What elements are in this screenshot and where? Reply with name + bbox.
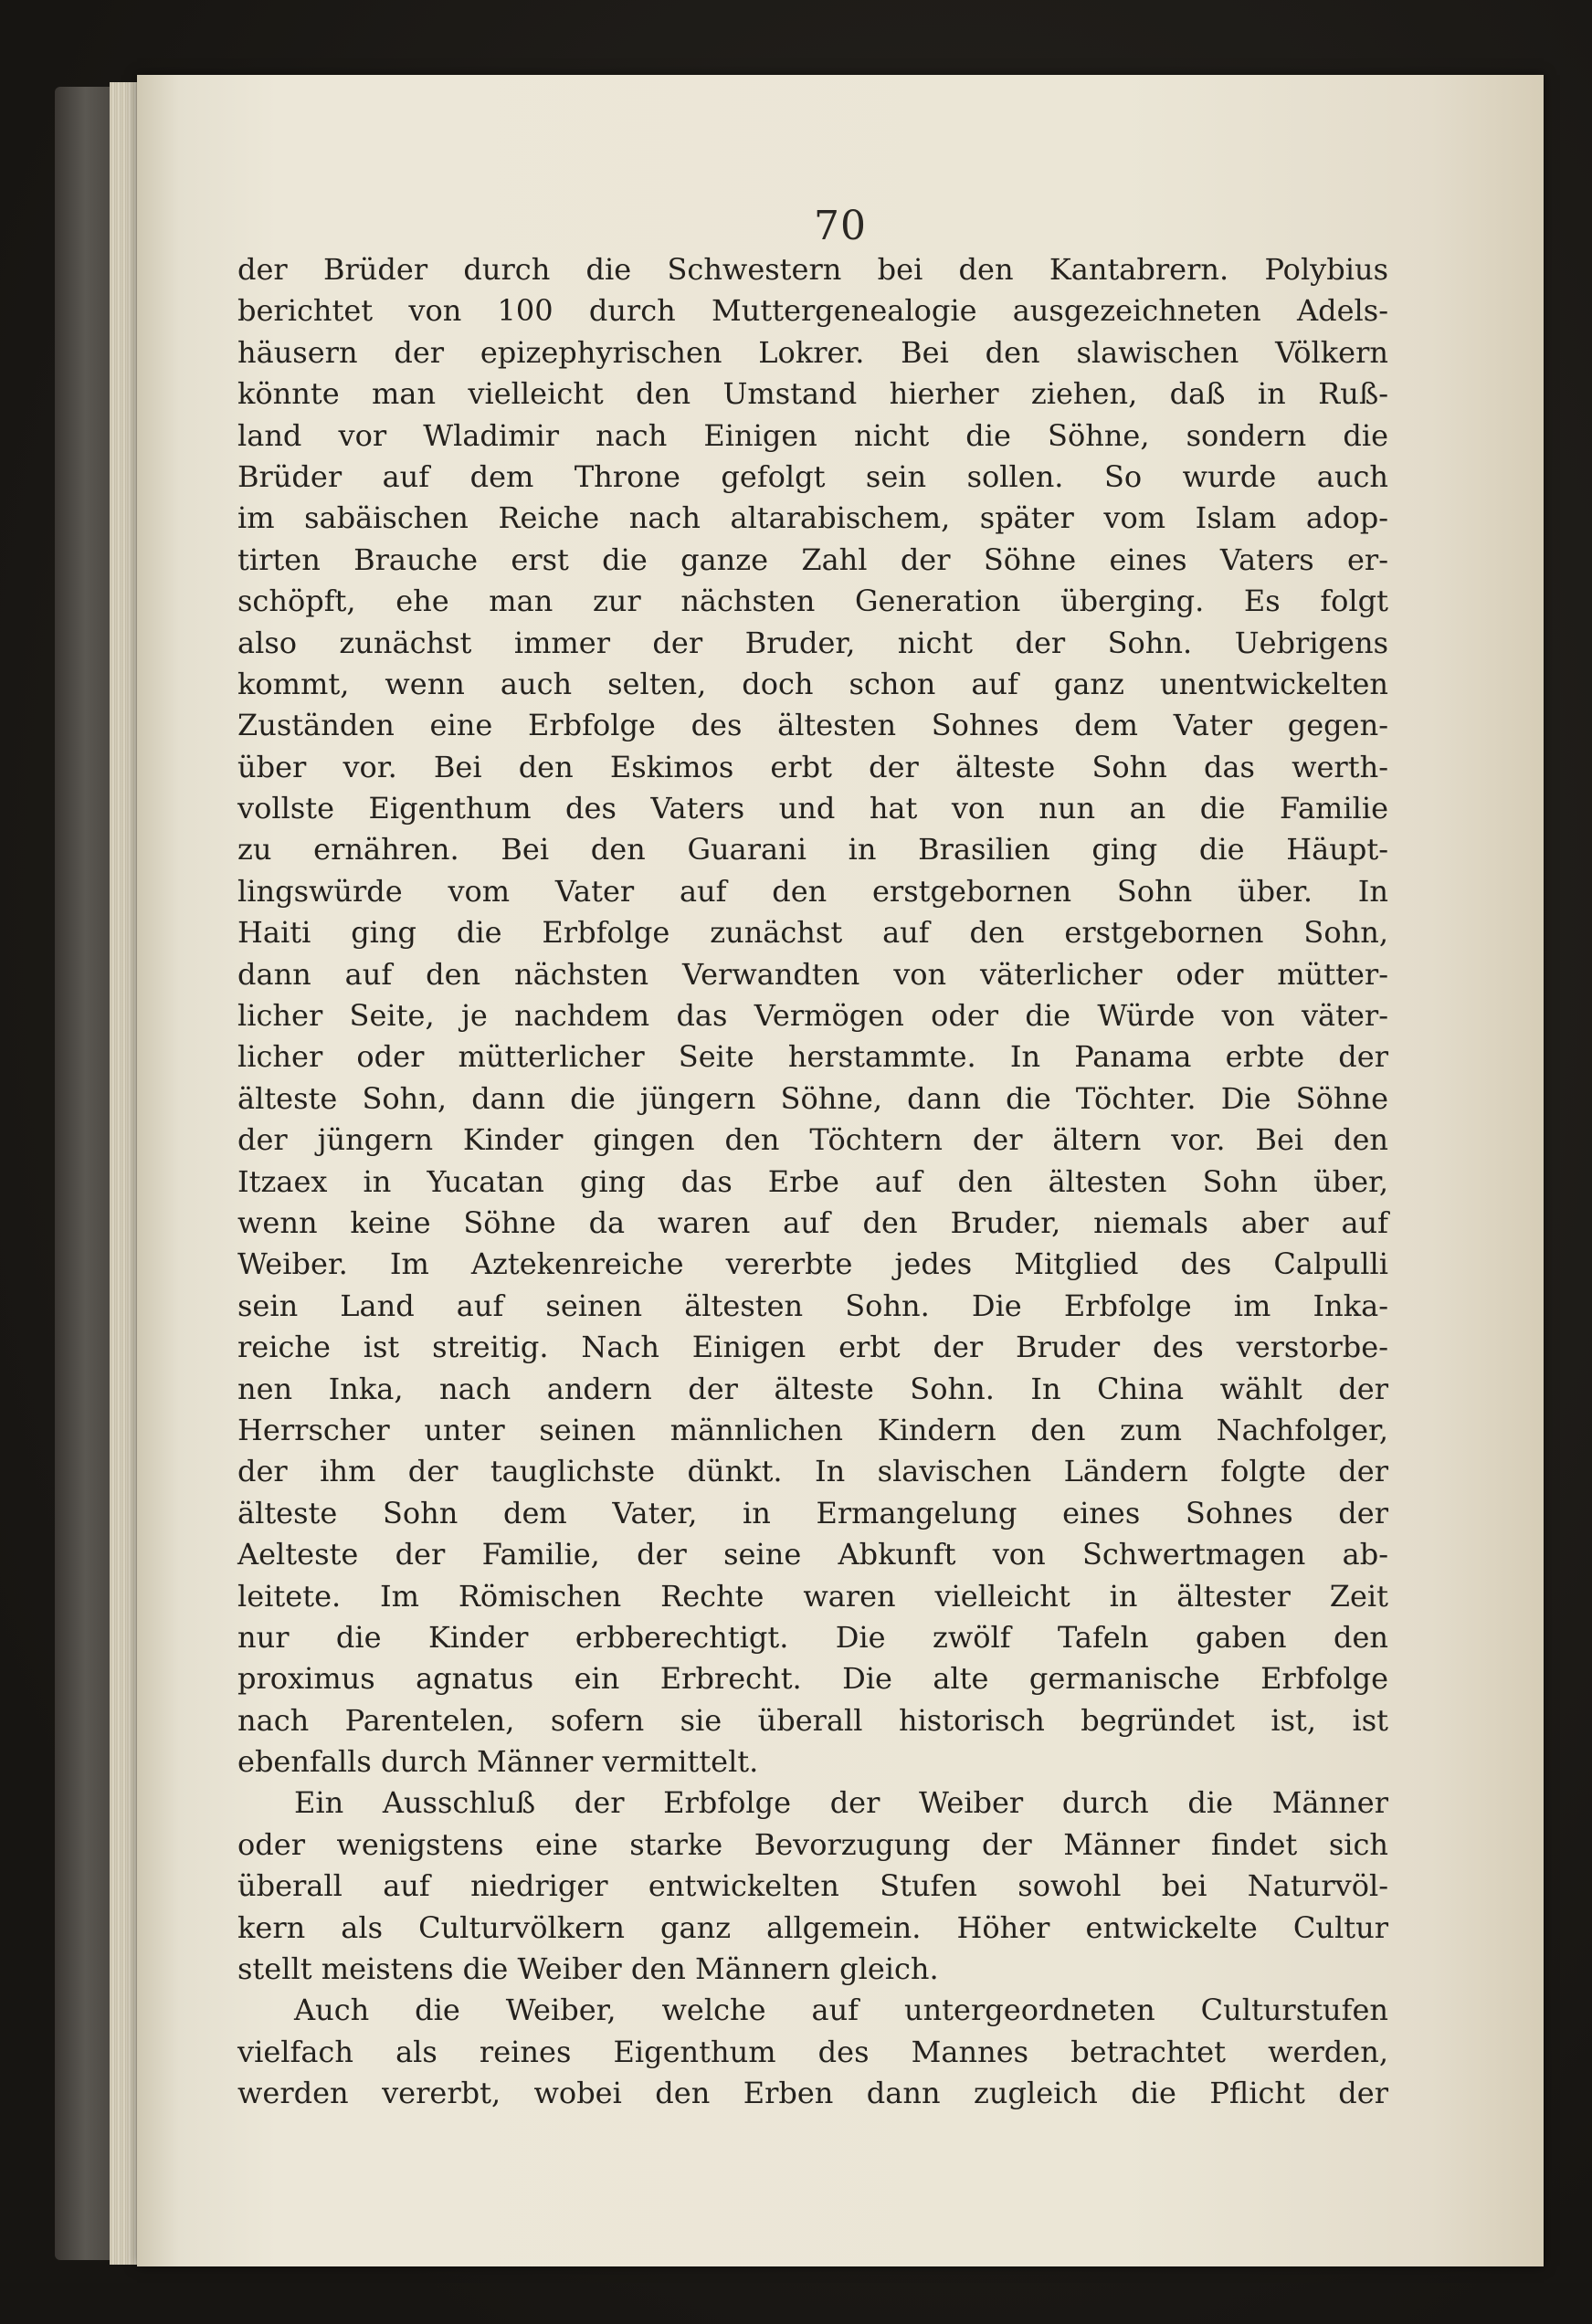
text-line: über vor. Bei den Eskimos erbt der älteste Sohn das werth-	[237, 749, 1388, 784]
text-line: berichtet von 100 durch Muttergenealogie ausgezeichneten Adels-	[237, 293, 1388, 329]
text-line: Herrscher unter seinen männlichen Kindern den zum Nachfolger,	[237, 1412, 1388, 1447]
text-line: proximus agnatus ein Erbrecht. Die alte germanische Erbfolge	[237, 1661, 1388, 1697]
body-text	[237, 249, 1388, 2115]
text-line: Zuständen eine Erbfolge des ältesten Sohnes dem Vater gegen-	[237, 708, 1388, 743]
text-line: der ihm der tauglichste dünkt. In slavischen Ländern folgte der	[237, 1454, 1388, 1489]
text-line: Aelteste der Familie, der seine Abkunft von Schwertmagen ab-	[237, 1537, 1388, 1572]
text-line: tirten Brauche erst die ganze Zahl der Söhne eines Vaters er-	[237, 542, 1388, 577]
text-line: lingswürde vom Vater auf den erstgebornen Sohn über. In	[237, 873, 1388, 909]
text-line: werden vererbt, wobei den Erben dann zugleich die Pflicht der	[237, 2076, 1388, 2111]
text-line: nen Inka, nach andern der älteste Sohn. In China wählt der	[237, 1371, 1388, 1406]
text-line: überall auf niedriger entwickelten Stufen sowohl bei Naturvöl-	[237, 1868, 1388, 1904]
text-line: Brüder auf dem Throne gefolgt sein sollen. So wurde auch	[237, 458, 1388, 494]
text-line: nur die Kinder erbberechtigt. Die zwölf Tafeln gaben den	[237, 1619, 1388, 1655]
text-line: vielfach als reines Eigenthum des Mannes betrachtet werden,	[237, 2034, 1388, 2069]
text-line: könnte man vielleicht den Umstand hierher ziehen, daß in Ruß-	[237, 376, 1388, 412]
text-line: wenn keine Söhne da waren auf den Bruder, niemals aber auf	[237, 1204, 1388, 1240]
text-line: Haiti ging die Erbfolge zunächst auf den erstgebornen Sohn,	[237, 915, 1388, 951]
text-line: leitete. Im Römischen Rechte waren vielleicht in ältester Zeit	[237, 1578, 1388, 1614]
text-line: ebenfalls durch Männer vermittelt.	[237, 1744, 759, 1780]
text-line: land vor Wladimir nach Einigen nicht die Söhne, sondern die	[237, 417, 1388, 453]
text-line: dann auf den nächsten Verwandten von väterlicher oder mütter-	[237, 956, 1388, 992]
text-line: also zunächst immer der Bruder, nicht der Sohn. Uebrigens	[237, 625, 1388, 660]
text-line: kommt, wenn auch selten, doch schon auf ganz unentwickelten	[237, 666, 1388, 701]
text-line: häusern der epizephyrischen Lokrer. Bei den slawischen Völkern	[237, 334, 1388, 370]
page-number: 70	[814, 203, 867, 249]
text-line: Ein Ausschluß der Erbfolge der Weiber durch die Männer	[294, 1785, 1388, 1821]
text-line: Itzaex in Yucatan ging das Erbe auf den ältesten Sohn über,	[237, 1163, 1388, 1199]
text-line: sein Land auf seinen ältesten Sohn. Die Erbfolge im Inka-	[237, 1288, 1388, 1323]
text-line: älteste Sohn, dann die jüngern Söhne, dann die Töchter. Die Söhne	[237, 1080, 1388, 1116]
text-line: vollste Eigenthum des Vaters und hat von nun an die Familie	[237, 791, 1388, 826]
text-line: licher oder mütterlicher Seite herstammte. In Panama erbte der	[237, 1039, 1388, 1075]
text-line: stellt meistens die Weiber den Männern gleich.	[237, 1951, 939, 1987]
text-line: der jüngern Kinder gingen den Töchtern der ältern vor. Bei den	[237, 1122, 1388, 1158]
text-line: schöpft, ehe man zur nächsten Generation überging. Es folgt	[237, 584, 1388, 619]
text-line: zu ernähren. Bei den Guarani in Brasilien ging die Häupt-	[237, 832, 1388, 868]
text-line: licher Seite, je nachdem das Vermögen oder die Würde von väter-	[237, 998, 1388, 1034]
text-line: reiche ist streitig. Nach Einigen erbt der Bruder des verstorbe-	[237, 1330, 1388, 1365]
text-line: nach Parentelen, sofern sie überall historisch begründet ist, ist	[237, 1702, 1388, 1738]
text-line: der Brüder durch die Schwestern bei den Kantabrern. Polybius	[237, 252, 1388, 287]
text-line: im sabäischen Reiche nach altarabischem, später vom Islam adop-	[237, 500, 1388, 536]
text-line: oder wenigstens eine starke Bevorzugung der Männer findet sich	[237, 1826, 1388, 1862]
text-line: kern als Culturvölkern ganz allgemein. Höher entwickelte Cultur	[237, 1909, 1388, 1945]
text-line: älteste Sohn dem Vater, in Ermangelung eines Sohnes der	[237, 1495, 1388, 1530]
text-line: Auch die Weiber, welche auf untergeordneten Culturstufen	[294, 1993, 1388, 2028]
text-line: Weiber. Im Aztekenreiche vererbte jedes Mitglied des Calpulli	[237, 1246, 1388, 1282]
